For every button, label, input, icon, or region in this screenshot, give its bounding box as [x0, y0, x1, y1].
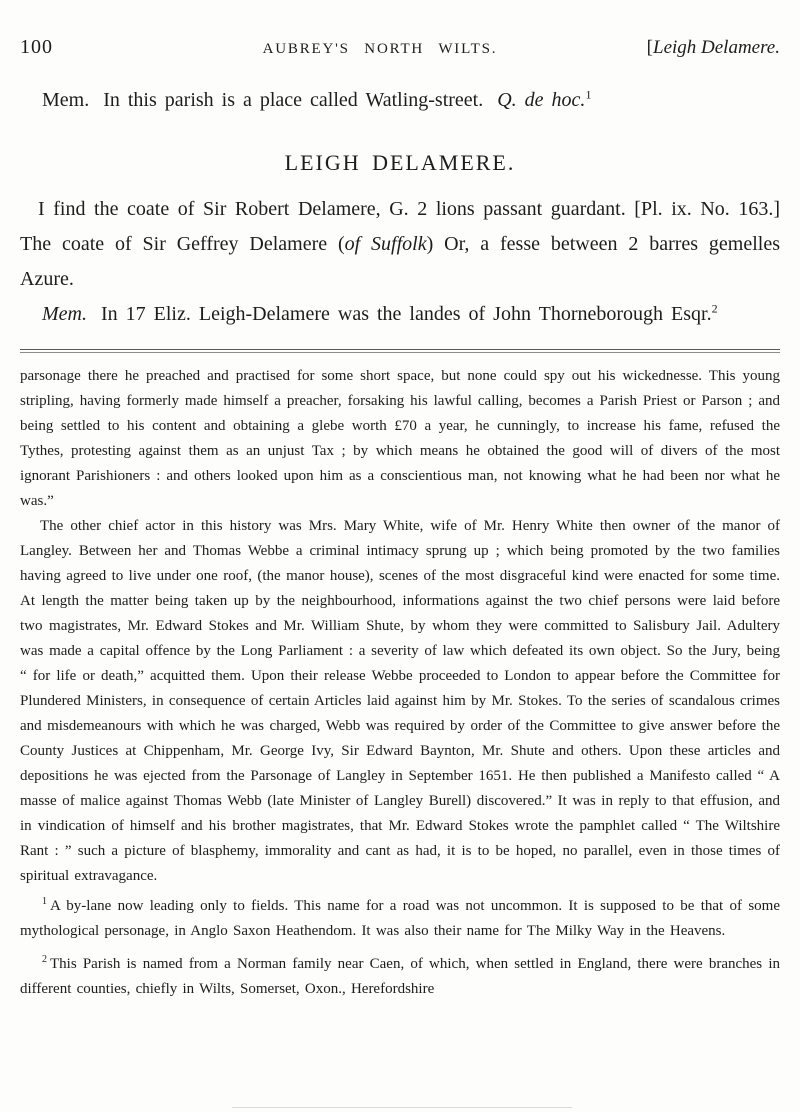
paragraph-text-italic: of Suffolk: [344, 233, 427, 255]
page-number: 100: [20, 36, 53, 58]
paragraph-text-part2: ) Or, a fesse between 2 barres gemelles Azure.: [20, 233, 781, 290]
separator-rule: [20, 349, 780, 353]
latin-query: Q. de hoc.: [497, 89, 586, 111]
continuation-paragraph-webbe: parsonage there he preached and practised for some short space, but none could spy out his wickednesse. This young stripling, having formerly made himself a preacher, forsaking his lawful calling, becomes a Parish Priest or Parson ; and being settled to his content and obtaining a glebe worth £70 a year, he cunningly, to increase his fame, refused the Tythes, protesting against them as an unjust Tax ; by which means he obtained the good will of divers of the most ignorant Parishioners : and others looked upon him as a conscientious man, not knowing what he had been nor what he was.”: [20, 368, 780, 509]
running-side-text: Leigh Delamere.: [653, 37, 780, 58]
running-header: [20, 36, 780, 59]
running-title: AUBREY'S NORTH WILTS.: [262, 41, 498, 57]
footnote-watling-street: [20, 894, 780, 944]
memorandum-text: In this parish is a place called Watling-street.: [103, 89, 484, 111]
mem-label: Mem.: [42, 89, 90, 111]
footnote-norman-family: [20, 952, 780, 1002]
memorandum-2-text: In 17 Eliz. Leigh-Delamere was the landes of John Thorneborough Esqr.: [100, 303, 712, 325]
continuation-note-section: [20, 364, 780, 889]
continuation-paragraph-mary-white: The other chief actor in this history was Mrs. Mary White, wife of Mr. Henry White then owner of the manor of Langley. Between her and Thomas Webbe a criminal intimacy sprung up ; which being promoted by the two families having agreed to live under one roof, (the manor house), scenes of the most disgraceful kind were enacted for some time. At length the matter being taken up by the neighbourhood, informations against the two chief persons were laid before two magistrates, Mr. Edward Stokes and Mr. William Shute, by whom they were committed to Salisbury Jail. Adultery was made a capital offence by the Long Parliament : a severity of law which defeated its own object. So the Jury, being “ for life or death,” acquitted them. Upon their release Webbe proceeded to London to appear before the Committee for Plundered Ministers, in consequence of certain Articles laid against him by Mr. Stokes. To the series of scandalous crimes and misdemeanours with which he was charged, Webb was required by order of the Committee to give answer before the County Justices at Chippenham, Mr. George Ivy, Sir Edward Baynton, Mr. Shute and others. Upon these articles and depositions he was ejected from the Parsonage of Langley in September 1651. He then published a Manifesto called “ A masse of malice against Thomas Webb (late Minister of Langley Burell) discovered.” It was in reply to that effusion, and in vindication of himself and his brother magistrates, that Mr. Edward Stokes wrote the pamphlet called “ The Wiltshire Rant : ” such a picture of blasphemy, immorality and cant as had, it is to be hoped, no parallel, even in those times of spiritual extravagance.: [20, 518, 780, 884]
page-bottom-rule: [232, 1107, 572, 1108]
footnote-marker-1: 1: [42, 896, 47, 907]
paragraph-text-part1: I find the coate of Sir Robert Delamere, G. 2 lions passant guardant. [Pl. ix. No. 163.] The coate of Sir Geffrey Delamere (: [20, 198, 780, 255]
footnote-2-text: This Parish is named from a Norman family near Caen, of which, when settled in England, there were branches in different counties, chiefly in Wilts, Somerset, Oxon., Herefordshire: [20, 956, 780, 997]
footnote-ref-2: 2: [711, 301, 718, 316]
footnote-ref-1: 1: [585, 87, 592, 102]
paragraph-coats-of-arms: [20, 192, 780, 297]
footnote-marker-2: 2: [42, 954, 47, 965]
section-heading: LEIGH DELAMERE.: [284, 150, 516, 175]
running-side-bracket: [: [646, 37, 653, 58]
mem-label-italic: Mem.: [42, 303, 87, 325]
running-side-heading: [620, 37, 780, 59]
memorandum-line-1: [20, 83, 780, 118]
memorandum-line-2: [20, 297, 780, 332]
main-text-section: [20, 83, 780, 341]
footnote-1-text: A by-lane now leading only to fields. This name for a road was not uncommon. It is supposed to be that of some mythological personage, in Anglo Saxon Heathendom. It was also their name for The Milky Way in the Heavens.: [20, 898, 780, 939]
footnotes-section: [20, 894, 780, 1002]
